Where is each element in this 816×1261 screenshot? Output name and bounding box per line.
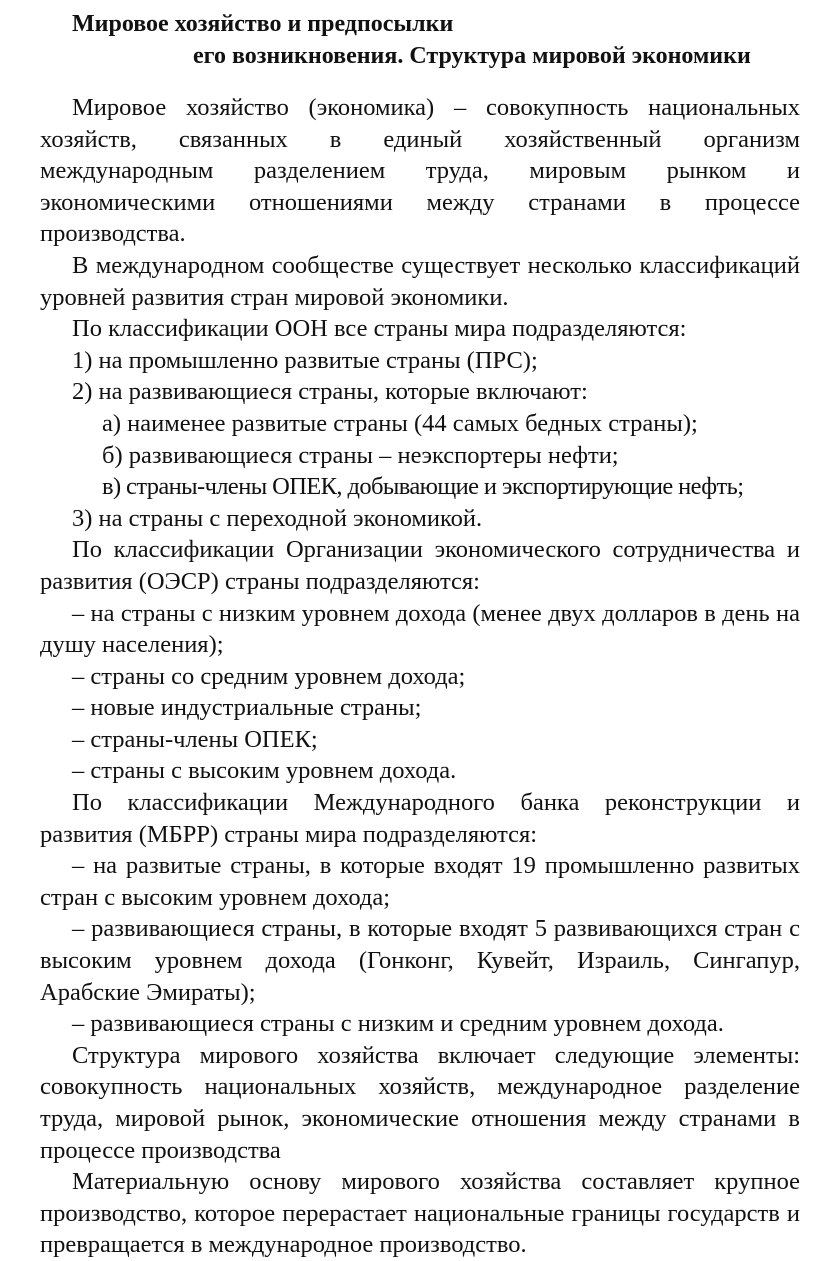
paragraph-un-intro: По классификации ООН все страны мира подразделяются: — [72, 315, 687, 343]
list-subitem: б) развивающиеся страны – неэкспортеры нефти; — [102, 441, 619, 469]
title-line-1: Мировое хозяйство и предпосылки — [72, 11, 454, 37]
paragraph-oecd-intro: По классификации Организации экономического сотрудничества и развития (ОЭСР) страны подразделяются: — [40, 536, 800, 595]
list-subitem: в) страны-члены ОПЕК, добывающие и экспортирующие нефть; — [102, 473, 744, 501]
paragraph-ibrd-intro: По классификации Международного банка реконструкции и развития (МБРР) страны мира подразделяются: — [40, 789, 800, 848]
paragraph-classifications: В международном сообществе существует несколько классификаций уровней развития стран мировой экономики. — [40, 251, 800, 311]
title-line-2: его возникновения. Структура мировой экономики — [193, 43, 751, 69]
list-item: 1) на промышленно развитые страны (ПРС); — [72, 346, 538, 374]
list-item: – на страны с низким уровнем дохода (менее двух долларов в день на душу населения); — [40, 599, 800, 659]
list-item: – страны с высоким уровнем дохода. — [72, 757, 457, 785]
list-item: – страны со средним уровнем дохода; — [72, 662, 466, 690]
paragraph-structure: Структура мирового хозяйства включает следующие элементы: совокупность национальных хозяйств, международное разделение труда, мировой рынок, экономические отношения между странами в процессе производства — [40, 1041, 800, 1164]
list-subitem: а) наименее развитые страны (44 самых бедных страны); — [102, 409, 698, 437]
document-title — [40, 8, 800, 72]
document-body — [40, 92, 800, 1261]
list-item: – новые индустриальные страны; — [72, 694, 422, 722]
list-item: 2) на развивающиеся страны, которые включают: — [72, 378, 588, 406]
paragraph-definition: Мировое хозяйство (экономика) – совокупность национальных хозяйств, связанных в единый хозяйственный организм международным разделением труда, мировым рынком и экономическими отношениями между странами в процессе производства. — [40, 94, 800, 248]
list-item: – развивающиеся страны, в которые входят 5 развивающихся стран с высоким уровнем дохода (Гонконг, Кувейт, Израиль, Сингапур, Арабские Эмираты); — [40, 915, 800, 1006]
paragraph-material-basis: Материальную основу мирового хозяйства составляет крупное производство, которое перерастает национальные границы государств и превращается в международное производство. — [40, 1168, 800, 1259]
list-item: – страны-члены ОПЕК; — [72, 725, 318, 753]
list-item: – развивающиеся страны с низким и средним уровнем дохода. — [72, 1010, 724, 1038]
list-item: 3) на страны с переходной экономикой. — [72, 504, 483, 532]
list-item: – на развитые страны, в которые входят 19 промышленно развитых стран с высоким уровнем дохода; — [40, 852, 800, 911]
document-page — [40, 8, 800, 1261]
